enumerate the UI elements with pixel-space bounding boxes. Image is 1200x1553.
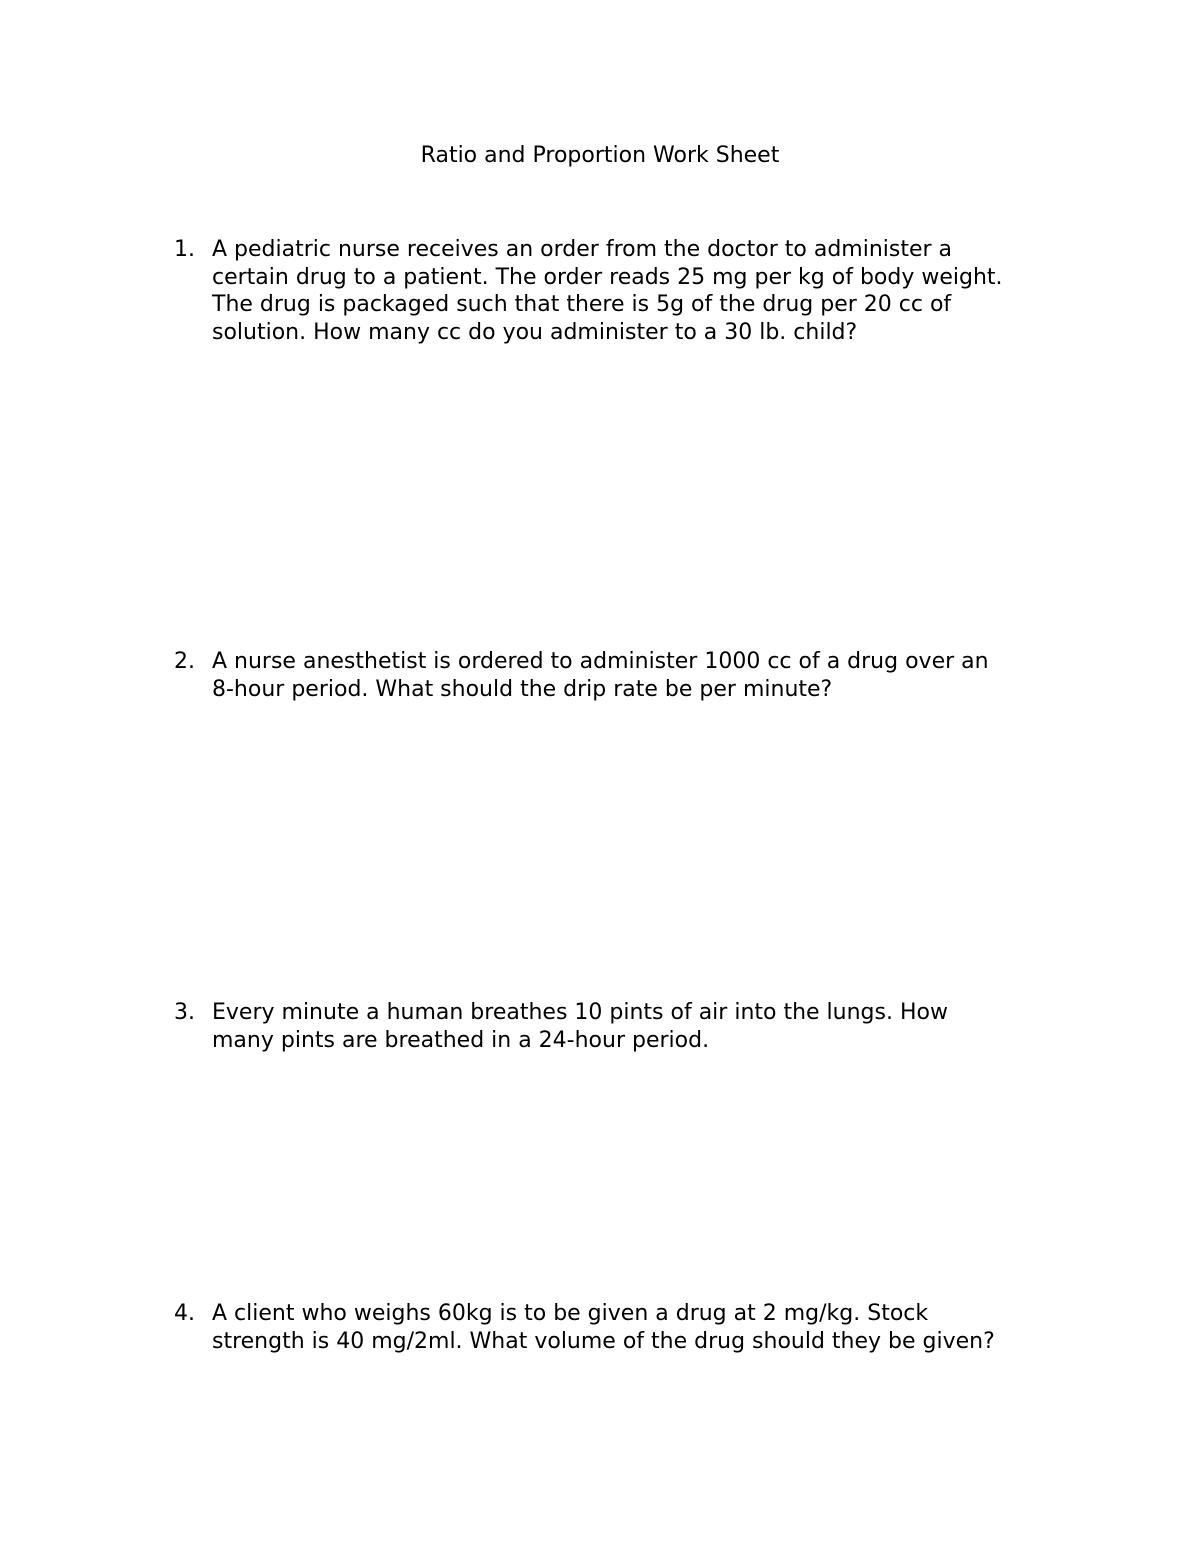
question-text: A pediatric nurse receives an order from the doctor to administer a certain drug to a patient. The order reads 25 mg per kg of body weight. The drug is packaged such that there is 5g of the drug per 20 cc of solution. How many cc do you administer to a 30 lb. child? xyxy=(212,237,1003,345)
question-number: 2. xyxy=(174,649,195,674)
page-title: Ratio and Proportion Work Sheet xyxy=(420,143,780,168)
question-number: 3. xyxy=(174,1000,195,1025)
question-item xyxy=(174,648,1074,703)
question-text: Every minute a human breathes 10 pints of air into the lungs. How many pints are breathed in a 24-hour period. xyxy=(212,1000,948,1053)
question-item xyxy=(174,236,1074,346)
question-item xyxy=(174,999,1074,1054)
question-number: 4. xyxy=(174,1301,195,1326)
question-text: A client who weighs 60kg is to be given a drug at 2 mg/kg. Stock strength is 40 mg/2ml. What volume of the drug should they be given? xyxy=(212,1301,995,1354)
question-number: 1. xyxy=(174,237,195,262)
question-item xyxy=(174,1300,1074,1355)
question-text: A nurse anesthetist is ordered to administer 1000 cc of a drug over an 8-hour period. What should the drip rate be per minute? xyxy=(212,649,989,702)
